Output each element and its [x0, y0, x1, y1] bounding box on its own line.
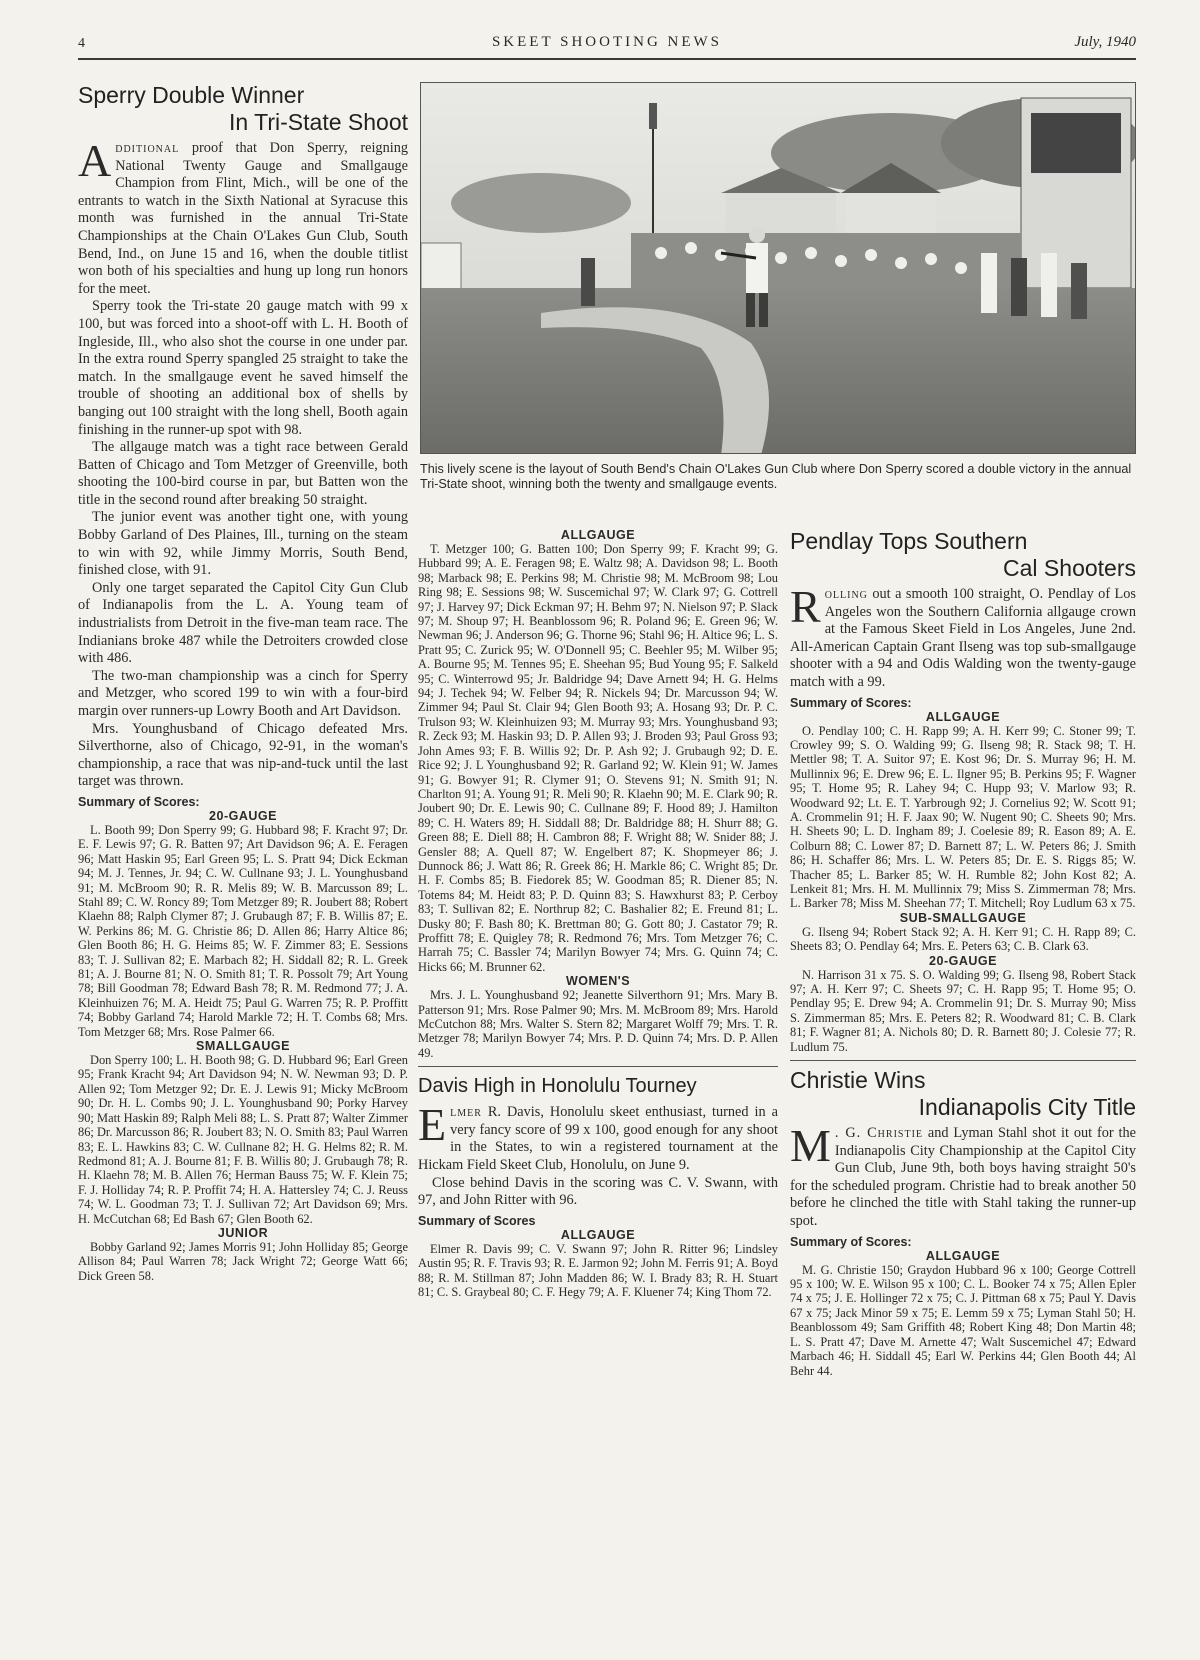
category-heading: 20-GAUGE: [209, 808, 277, 823]
column-3: [790, 528, 1136, 1378]
category-heading: WOMEN'S: [565, 974, 631, 989]
article-paragraph: Sperry took the Tri-state 20 gauge match with 99 x 100, but was forced into a shoot-off with L. H. Booth of Ingleside, Ill., who also shot the course in one under par. In the extra round Sperry spangled 25 straight to take the match. In the smallgauge event he saved himself the trouble of shooting an additional box of shells by banging out 100 straight with the long shell, Booth again finishing in the runner-up spot with 98.: [78, 298, 408, 438]
page-header: [78, 30, 1136, 60]
page-number: 4: [78, 36, 85, 51]
article-lead-paragraph: Elmer R. Davis, Honolulu skeet enthusiast, turned in a very fancy score of 99 x 100, good enough for any shoot in the States, to win a registered tournament at the Hickam Field Skeet Club, Honolulu, on June 9.: [418, 1099, 778, 1173]
category-heading: ALLGAUGE: [560, 528, 636, 542]
headline-sperry: Sperry Double Winner In Tri-State Shoot: [78, 82, 408, 135]
summary-heading: Summary of Scores:: [790, 695, 912, 710]
score-list: T. Metzger 100; G. Batten 100; Don Sperry 99; F. Kracht 99; G. Hubbard 99; A. E. Feragen 98; E. Waltz 98; A. Davidson 98; L. Booth 98; Marback 98; E. Perkins 98; M. Christie 98; M. McBroom 98; Lou Ring 98; E. Sessions 98; W. Suscemichal 97; W. Clark 97; G. Cottrell 97; J. Harvey 97; Dick Eckman 97; H. Behm 97; N. Nielson 97; P. Slack 97; M. Shoup 97; H. Beanblossom 96; R. Poland 96; E. Green 96; W. Newman 96; J. Anderson 96; G. Thorne 96; Stahl 96; H. Altice 96; L. S. Pratt 95; C. Zurick 95; W. O'Donnell 95; C. Beehler 95; M. Wilber 95; A. Bourne 95; M. Tennes 95; E. Sheehan 95; Bud Young 95; F. Salkeld 95; C. Winterrowd 95; Jr. Baldridge 94; Dave Arnett 94; H. G. Helms 94; J. Techek 94; W. Felber 94; R. Nickels 94; Dr. Marcusson 94; W. Zimmer 94; Paul St. Clair 94; Glen Booth 93; A. Hosang 93; Dr. P. C. Trulson 93; W. Kleinhuizen 93; M. Murray 93; Mrs. Younghusband 93; R. Zeck 93; M. Haskin 93; D. P. Allen 93; J. Broden 93; Paul Gross 93; John Ames 93; F. B. Willis 92; Dr. P. Ash 92; J. Grubaugh 92; D. E. Rice 92; J. L Younghusband 92; R. Garland 92; W. Klein 91; W. James 91; G. Bowyer 91; R. Clymer 91; O. Stevens 91; N. Smith 91; N. Charlton 91; A. Young 91; R. Meli 90; R. Klaehn 90; M. E. Clark 90; R. Joubert 90; Dr. E. Lewis 90; C. Cullnane 89; F. Hood 89; J. Hamilton 89; C. H. Waters 89; H. Siddall 88; Dr. Baldridge 88; H. Shurr 88; G. Green 88; E. Diell 88; H. Cambron 88; F. Wright 88; W. Snider 88; J. Gensler 88; A. Quell 87; W. Engelbert 87; K. Shopmeyer 86; J. Dunnock 86; J. Watt 86; R. Greek 86; H. Markle 86; C. Wright 85; Dr. H. F. Combs 85; B. Fiedorek 85; W. Goodman 85; R. Diener 85; N. Totems 84; M. Heidt 83; P. D. Quinn 83; S. Hawxhurst 83; P. Cerboy 83; T. Sullivan 82; E. Northrup 82; C. Bashalier 82; E. Freund 81; L. Dusky 80; F. Bash 80; K. Brettman 80; G. Gott 80; J. Castator 79; R. Proffitt 78; E. Quigley 78; R. Redmond 76; Mrs. Tom Metzger 76; C. Harrah 75; C. Bassler 74; Marilyn Bowyer 74; Mrs. G. Quinn 74; C. Hicks 66; M. Brunner 62.: [418, 542, 778, 974]
headline-christie: Christie Wins Indianapolis City Title: [790, 1067, 1136, 1121]
divider: [418, 1066, 778, 1067]
headline-davis: Davis High in Honolulu Tourney: [418, 1075, 697, 1098]
category-heading: ALLGAUGE: [925, 1248, 1001, 1263]
article-lead-paragraph: M . G. Christie and Lyman Stahl shot it out for the Indianapolis City Championship at the Capitol City Gun Club, June 9th, both boys having straight 50's for the scheduled program. Christie had to break another 50 before he clinched the title with Stahl taking the runner-up spot.: [790, 1120, 1136, 1230]
publication-title: SKEET SHOOTING NEWS: [491, 34, 723, 50]
category-heading: 20-GAUGE: [929, 953, 997, 968]
headline-pendlay: Pendlay Tops Southern Cal Shooters: [790, 528, 1136, 581]
photo-caption: This lively scene is the layout of South Bend's Chain O'Lakes Gun Club where Don Sperry scored a double victory in the annual Tri-State shoot, winning both the twenty and smallgauge events.: [420, 462, 1132, 491]
divider: [790, 1060, 1136, 1061]
score-list: N. Harrison 31 x 75. S. O. Walding 99; G. Ilseng 98, Robert Stack 97; A. H. Kerr 97; C. Sheets 97; C. H. Rapp 95; T. Home 95; O. Pendlay 95; E. Drew 94; A. Crommelin 91; Dr. S. Murray 90; Miss S. Zimmerman 85; Mrs. E. Peters 82; R. Woodward 81; C. B. Clark 81; F. Wagner 81; A. Nichols 80; D. R. Barnett 80; J. Colesie 77; R. Ludlum 75.: [790, 967, 1136, 1054]
summary-heading: Summary of Scores:: [78, 794, 200, 809]
score-list: L. Booth 99; Don Sperry 99; G. Hubbard 98; F. Kracht 97; Dr. E. F. Lewis 97; G. R. Batten 97; Art Davidson 96; A. E. Feragen 96; Matt Haskin 95; Earl Green 95; L. S. Pratt 94; Dick Eckman 94; M. J. Tennes, Jr. 94; C. W. Cullnane 93; J. L. Younghusband 91; M. McBroom 90; R. R. Melis 89; W. B. Marcusson 89; L. Stahl 89; C. W. Roncy 89; Tom Metzger 89; R. Joubert 88; Robert Klaehn 88; Ralph Clymer 87; J. Grubaugh 87; F. B. Willis 87; E. W. Perkins 86; M. G. Christie 86; D. Allen 86; Harry Altice 86; Glen Booth 86; H. G. Heims 85; W. F. Zimmer 83; E. Sessions 83; T. J. Sullivan 82; E. Marbach 82; H. Siddall 82; R. L. Greek 81; A. J. Bourne 81; N. O. Smith 81; T. R. Possolt 79; Art Young 78; Bill Goodman 78; Edward Bash 78; R. M. Redmond 77; J. A. Kleinhuizen 76; M. A. Heidt 75; Paul G. Warren 75; R. P. Proffitt 74; Bobby Garland 74; Harold Markle 72; H. T. Combs 68; Mrs. Tom Metzger 68; Mrs. Rose Palmer 66.: [78, 822, 408, 1039]
score-list: Mrs. J. L. Younghusband 92; Jeanette Silverthorn 91; Mrs. Mary B. Patterson 91; Mrs. Rose Palmer 90; Mrs. M. McBroom 89; Mrs. Harold McCutchon 88; Mrs. Walter S. Stern 82; Margaret Wolff 79; Mrs. T. R. Metzger 78; Marilyn Bowyer 74; Mrs. P. D. Quinn 74; Mrs. D. P. Allen 49.: [418, 988, 778, 1060]
category-heading: ALLGAUGE: [560, 1227, 636, 1242]
article-paragraph: The two-man championship was a cinch for Sperry and Metzger, who scored 199 to win with a four-bird margin over runners-up Lowry Booth and Art Davidson.: [78, 667, 408, 719]
score-list: O. Pendlay 100; C. H. Rapp 99; A. H. Kerr 99; C. Stoner 99; T. Crowley 99; S. O. Walding 99; G. Ilseng 98; R. Stack 98; T. H. Mettler 98; T. A. Suitor 97; E. Kost 96; Dr. S. Murray 96; H. M. Mullinnix 96; E. Drew 96; E. L. Ilgner 95; B. Perkins 95; F. Wagner 95; T. Home 95; R. Lahey 94; C. Hupp 93; V. Marlow 93; R. Woodward 92; Lt. E. T. Yarbrough 92; J. Cornelius 92; W. Scott 91; A. Crommelin 91; H. F. Jaax 90; W. Nugent 90; C. Sheets 90; Mrs. H. Sheets 90; L. D. Ingham 89; J. Coelesie 89; R. Eason 89; A. E. Colburn 88; C. Lower 87; D. Barnett 87; L. W. Peters 86; J. Smith 86; H. Schaffer 86; Mrs. L. W. Peters 85; Dr. E. S. Riggs 85; W. Thacher 85; L. Barker 85; W. H. Rumble 82; John Kost 82; A. Lenkeit 81; Mrs. H. M. Mullinnix 79; Miss S. Zimmerman 78; Mrs. L. Barker 78; Miss M. Sheehan 77; T. Mitchell; Roy Ludlum 63 x 75.: [790, 723, 1136, 911]
article-paragraph: The allgauge match was a tight race between Gerald Batten of Chicago and Tom Metzger of Greenville, both shooting the 100-bird course in par, but Batten won the title in the second round after breaking 50 straight.: [78, 439, 408, 508]
score-list: Elmer R. Davis 99; C. V. Swann 97; John R. Ritter 96; Lindsley Austin 95; R. F. Travis 93; R. E. Jarmon 92; John M. Ferris 91; A. Boyd 88; R. M. Stillman 87; John Madden 86; W. I. Brady 83; R. H. Stuart 81; C. S. Graybeal 80; C. F. Hegy 79; A. F. Kluener 74; King Thom 72.: [418, 1241, 778, 1299]
article-lead-paragraph: Additional proof that Don Sperry, reigning National Twenty Gauge and Smallgauge Champion from Flint, Mich., will be one of the entrants to watch in the Sixth National at Syracuse this month was furnished in the annual Tri-State Championships at the Chain O'Lakes Gun Club, South Bend, Ind., on June 15 and 16, when the double titlist won both of his specialties and hung up long run honors for the meet.: [78, 135, 408, 297]
score-list: M. G. Christie 150; Graydon Hubbard 96 x 100; George Cottrell 95 x 100; W. E. Wilson 95 x 100; C. L. Booker 74 x 75; Allen Epler 74 x 75; J. E. Hollinger 72 x 75; C. J. Pittman 68 x 75; Paul Y. Davis 67 x 75; Jack Minor 59 x 75; E. Lemm 59 x 75; Lyman Stahl 50; H. Beanblossom 49; Sam Griffith 48; Robert King 48; Don Martin 48; L. S. Pratt 47; Dave M. Arnette 47; Walt Suscemichel 47; Edward Marbach 46; H. Siddall 45; Earl W. Perkins 44; Glen Booth 44; Al Behr 44.: [790, 1262, 1136, 1378]
drop-cap: M: [790, 1120, 831, 1172]
summary-heading: Summary of Scores: [418, 1213, 536, 1228]
score-list: Bobby Garland 92; James Morris 91; John Holliday 85; George Allison 84; Paul Warren 78; Jack Wright 72; George Watt 66; Dick Green 58.: [78, 1239, 408, 1283]
photo-illustration: [421, 83, 1136, 454]
article-lead-paragraph: Rolling out a smooth 100 straight, O. Pendlay of Los Angeles won the Southern California allgauge crown at the Famous Skeet Field in Los Angeles, June 2nd. All-American Captain Grant Ilseng was top sub-smallgauge shooter with a 94 and Odis Walding won the twenty-gauge match with a 99.: [790, 581, 1136, 690]
drop-cap: E: [418, 1099, 447, 1151]
category-heading: ALLGAUGE: [925, 709, 1001, 724]
gun-club-photo: [420, 82, 1136, 454]
summary-heading: Summary of Scores:: [790, 1234, 912, 1249]
article-paragraph: Close behind Davis in the scoring was C. V. Swann, with 97, and John Ritter with 96.: [418, 1174, 778, 1209]
issue-date: July, 1940: [1074, 34, 1136, 50]
score-list: Don Sperry 100; L. H. Booth 98; G. D. Hubbard 96; Earl Green 95; Frank Kracht 94; Art Davidson 94; N. W. Newman 93; D. P. Allen 92; Tom Metzger 92; Dr. E. J. Lewis 91; Micky McBroom 90; Dr. H. L. Combs 90; J. L. Younghusband 90; Porky Harvey 90; Matt Haskin 89; Ralph Meli 88; L. S. Pratt 87; Walter Zimmer 86; Dr. Marcusson 86; R. Joubert 83; N. O. Smith 83; Paul Warren 83; E. L. Hawkins 83; C. W. Cullnane 82; H. G. Helms 82; R. M. Redmond 81; A. J. Bourne 81; F. B. Willis 80; J. Grubaugh 78; R. H. Klaehn 78; M. B. Allen 76; Herman Bauss 75; W. F. Klein 75; F. J. Holliday 74; R. P. Proffit 74; H. A. Hattersley 74; C. J. Reuss 74; W. L. Goodman 73; T. J. Sullivan 72; Art Davidson 69; Mrs. H. McCutchan 68; Ed Bash 67; Glen Booth 62.: [78, 1053, 408, 1226]
score-list: G. Ilseng 94; Robert Stack 92; A. H. Kerr 91; C. H. Rapp 89; C. Sheets 83; O. Pendlay 64; Mrs. E. Peters 63; C. B. Clark 63.: [790, 924, 1136, 954]
category-heading: JUNIOR: [217, 1225, 269, 1240]
article-paragraph: The junior event was another tight one, with young Bobby Garland of Des Plaines, Ill., turning on the steam to win with 92, while Jimmy Morris, South Bend, finished close, with 91.: [78, 509, 408, 579]
column-2: [418, 528, 778, 1299]
category-heading: SUB-SMALLGAUGE: [899, 910, 1027, 925]
category-heading: SMALLGAUGE: [196, 1039, 290, 1054]
article-paragraph: Mrs. Younghusband of Chicago defeated Mrs. Silverthorne, also of Chicago, 92-91, in the woman's championship, a race that was nip-and-tuck until the last target was thrown.: [78, 720, 408, 790]
drop-cap: A: [78, 135, 112, 186]
article-paragraph: Only one target separated the Capitol City Gun Club of Indianapolis from the L. A. Young team of industrialists from Detroit in the five-man team race. The Indianians broke 487 while the Detroiters crowded close with 486.: [78, 579, 408, 667]
drop-cap: R: [790, 581, 821, 632]
column-1: [78, 82, 408, 1283]
